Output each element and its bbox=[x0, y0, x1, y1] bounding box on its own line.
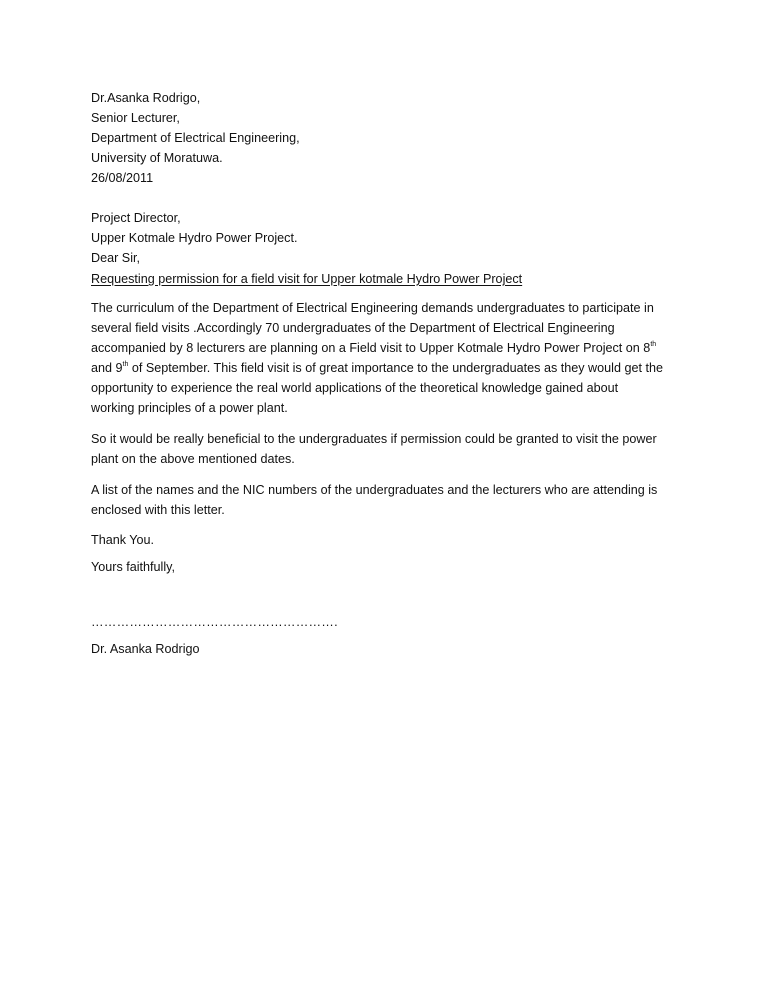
recipient-address-block bbox=[91, 208, 681, 268]
signature-line: …………………………………………………. bbox=[91, 615, 338, 629]
thanks-line: Thank You. bbox=[91, 533, 155, 547]
body-line: A list of the names and the NIC numbers of the undergraduates and the lecturers who are attending is bbox=[91, 483, 658, 497]
body-line: several field visits .Accordingly 70 undergraduates of the Department of Electrical Engineering bbox=[91, 321, 615, 335]
body-paragraph-3 bbox=[91, 480, 681, 520]
letter-content bbox=[91, 88, 681, 657]
body-line: plant on the above mentioned dates. bbox=[91, 452, 295, 466]
body-line: working principles of a power plant. bbox=[91, 401, 288, 415]
signatory-name: Dr. Asanka Rodrigo bbox=[91, 642, 200, 656]
signoff-line: Yours faithfully, bbox=[91, 560, 176, 574]
body-text: of September. This field visit is of great importance to the undergraduates as they would get the bbox=[128, 361, 663, 375]
letter-date: 26/08/2011 bbox=[91, 171, 154, 185]
body-line: The curriculum of the Department of Electrical Engineering demands undergraduates to participate in bbox=[91, 301, 654, 315]
body-text: accompanied by 8 lecturers are planning on a Field visit to Upper Kotmale Hydro Power Project on 8 bbox=[91, 341, 651, 355]
body-paragraph-1 bbox=[91, 298, 681, 418]
letter-subject: Requesting permission for a field visit for Upper kotmale Hydro Power Project bbox=[91, 272, 523, 286]
salutation: Dear Sir, bbox=[91, 251, 140, 265]
body-line: So it would be really beneficial to the undergraduates if permission could be granted to visit the power bbox=[91, 432, 657, 446]
ordinal-suffix: th bbox=[122, 361, 129, 368]
body-text: and 9 bbox=[91, 361, 123, 375]
body-line: enclosed with this letter. bbox=[91, 503, 225, 517]
sender-name: Dr.Asanka Rodrigo, bbox=[91, 91, 201, 105]
sender-department: Department of Electrical Engineering, bbox=[91, 131, 300, 145]
body-line: opportunity to experience the real world applications of the theoretical knowledge gained about bbox=[91, 381, 619, 395]
ordinal-suffix: th bbox=[650, 341, 657, 348]
body-line bbox=[91, 338, 681, 358]
sender-university: University of Moratuwa. bbox=[91, 151, 223, 165]
sender-address-block bbox=[91, 88, 681, 188]
body-line bbox=[91, 358, 681, 378]
sender-title: Senior Lecturer, bbox=[91, 111, 180, 125]
body-paragraph-2 bbox=[91, 429, 681, 469]
recipient-title: Project Director, bbox=[91, 211, 181, 225]
recipient-organization: Upper Kotmale Hydro Power Project. bbox=[91, 231, 298, 245]
